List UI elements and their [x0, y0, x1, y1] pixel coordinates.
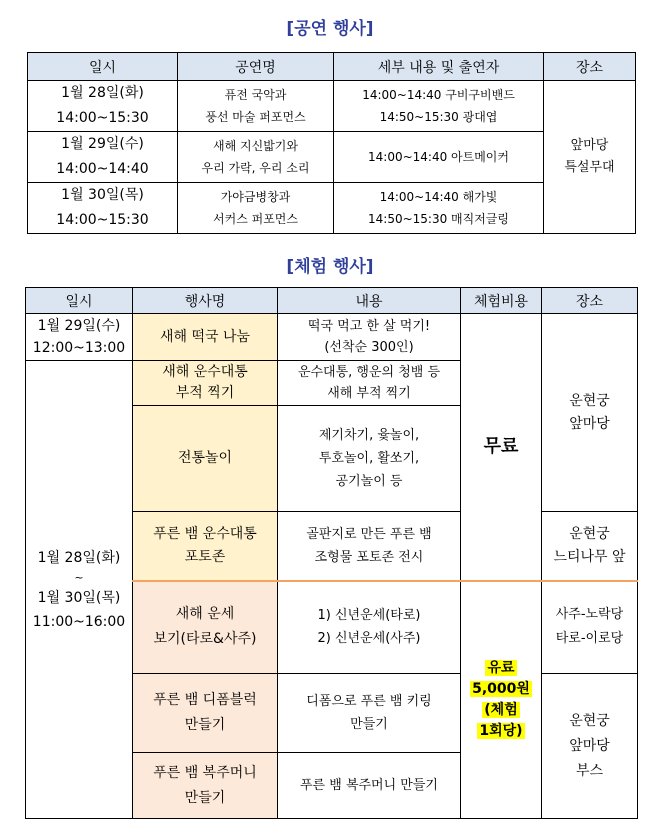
- table-row: [28, 81, 636, 132]
- exp-date: 1월 29일(수): [37, 318, 121, 334]
- event-content: 새해 부적 찍기: [327, 386, 411, 401]
- perf-name: 풍선 마술 퍼포먼스: [205, 110, 306, 124]
- cost-free: 무료: [461, 314, 542, 581]
- perf-name: 우리 가락, 우리 소리: [201, 161, 310, 175]
- perf-header-place: 장소: [544, 53, 636, 81]
- exp-time: 12:00~13:00: [32, 340, 126, 356]
- event-name: 새해 운수대통: [162, 364, 248, 380]
- exp-place: 운현궁: [569, 712, 610, 729]
- exp-date: 1월 28일(화): [37, 549, 121, 566]
- event-content: 운수대통, 행운의 청뱀 등: [297, 365, 441, 380]
- event-name: 만들기: [184, 717, 226, 733]
- exp-place: 운현궁: [569, 525, 610, 542]
- event-content: 푸른 뱀 복주머니 만들기: [300, 778, 438, 793]
- event-content: 골판지로 만든 푸른 뱀: [306, 526, 432, 542]
- event-name: 포토존: [184, 548, 226, 565]
- exp-place: 부스: [575, 762, 604, 779]
- cost-paid: 유료: [487, 659, 515, 676]
- cost-paid: 5,000원: [472, 680, 530, 697]
- perf-time: 14:00~15:30: [56, 212, 149, 228]
- perf-detail: 14:00~14:40 해가빛: [379, 190, 498, 204]
- exp-date: 1월 30일(목): [37, 589, 121, 606]
- event-content: 디폼으로 푸른 뱀 키링: [306, 694, 432, 709]
- event-name: 전통놀이: [177, 450, 233, 466]
- event-name: 새해 운세: [175, 606, 235, 623]
- event-name: 푸른 뱀 복주머니: [153, 764, 257, 781]
- exp-place: 앞마당: [569, 737, 610, 754]
- event-content: 2) 신년운세(사주): [317, 631, 421, 647]
- perf-header-name: 공연명: [178, 53, 334, 81]
- exp-header-name: 행사명: [133, 288, 278, 314]
- exp-time: 11:00~16:00: [32, 613, 126, 630]
- perf-header-detail: 세부 내용 및 출연자: [334, 53, 544, 81]
- event-name: 푸른 뱀 디폼블럭: [153, 692, 257, 708]
- exp-header-date: 일시: [26, 288, 133, 314]
- event-name: 보기(타로&사주): [153, 631, 257, 648]
- exp-table: [25, 287, 638, 819]
- event-name: 부적 찍기: [175, 385, 235, 401]
- event-content: 떡국 먹고 한 살 먹기!: [307, 319, 431, 334]
- cost-paid: (체험: [484, 701, 518, 718]
- event-name: 새해 떡국 나눔: [159, 328, 251, 345]
- exp-tilde: ~: [74, 570, 84, 584]
- perf-title: [공연 행사]: [286, 19, 374, 39]
- perf-date: 1월 30일(목): [61, 187, 144, 203]
- event-content: 조형물 포토존 전시: [314, 549, 424, 565]
- exp-place: 운현궁: [569, 392, 610, 409]
- exp-header-content: 내용: [278, 288, 461, 314]
- perf-name: 가야금병창과: [220, 190, 291, 204]
- perf-detail: 14:00~14:40 아트메이커: [368, 150, 509, 164]
- exp-header-place: 장소: [542, 288, 638, 314]
- event-name: 푸른 뱀 운수대통: [153, 525, 257, 542]
- perf-date: 1월 29일(수): [61, 136, 144, 152]
- exp-place: 사주-노락당: [555, 607, 624, 623]
- perf-detail: 14:00~14:40 구비구비밴드: [362, 88, 515, 102]
- perf-header-date: 일시: [28, 53, 178, 81]
- perf-time: 14:00~14:40: [56, 161, 149, 177]
- event-content: 제기차기, 윷놀이,: [318, 428, 420, 443]
- exp-place: 타로-이로당: [555, 631, 624, 647]
- event-content: 공기놀이 등: [335, 474, 403, 489]
- perf-table: [27, 52, 636, 234]
- perf-detail: 14:50~15:30 광대엽: [379, 110, 498, 124]
- exp-place: 느티나무 앞: [553, 548, 626, 565]
- perf-detail: 14:50~15:30 매직저글링: [368, 212, 509, 226]
- exp-place: 앞마당: [569, 415, 610, 432]
- event-content: 1) 신년운세(타로): [317, 608, 421, 624]
- perf-place: 특설무대: [564, 160, 615, 175]
- exp-header-cost: 체험비용: [461, 288, 542, 314]
- perf-place: 앞마당: [570, 138, 609, 153]
- event-name: 만들기: [184, 789, 226, 806]
- event-content: 만들기: [350, 717, 388, 732]
- perf-time: 14:00~15:30: [56, 110, 149, 126]
- event-content: 투호놀이, 활쏘기,: [318, 451, 420, 466]
- perf-date: 1월 28일(화): [61, 85, 144, 101]
- perf-name: 서커스 퍼포먼스: [213, 212, 298, 226]
- perf-name: 새해 지신밟기와: [213, 139, 298, 153]
- perf-name: 퓨전 국악과: [224, 88, 287, 102]
- table-row: [26, 314, 638, 361]
- exp-title: [체험 행사]: [286, 257, 374, 277]
- cost-paid: 1회당): [479, 722, 523, 739]
- event-content: (선착순 300인): [324, 340, 414, 355]
